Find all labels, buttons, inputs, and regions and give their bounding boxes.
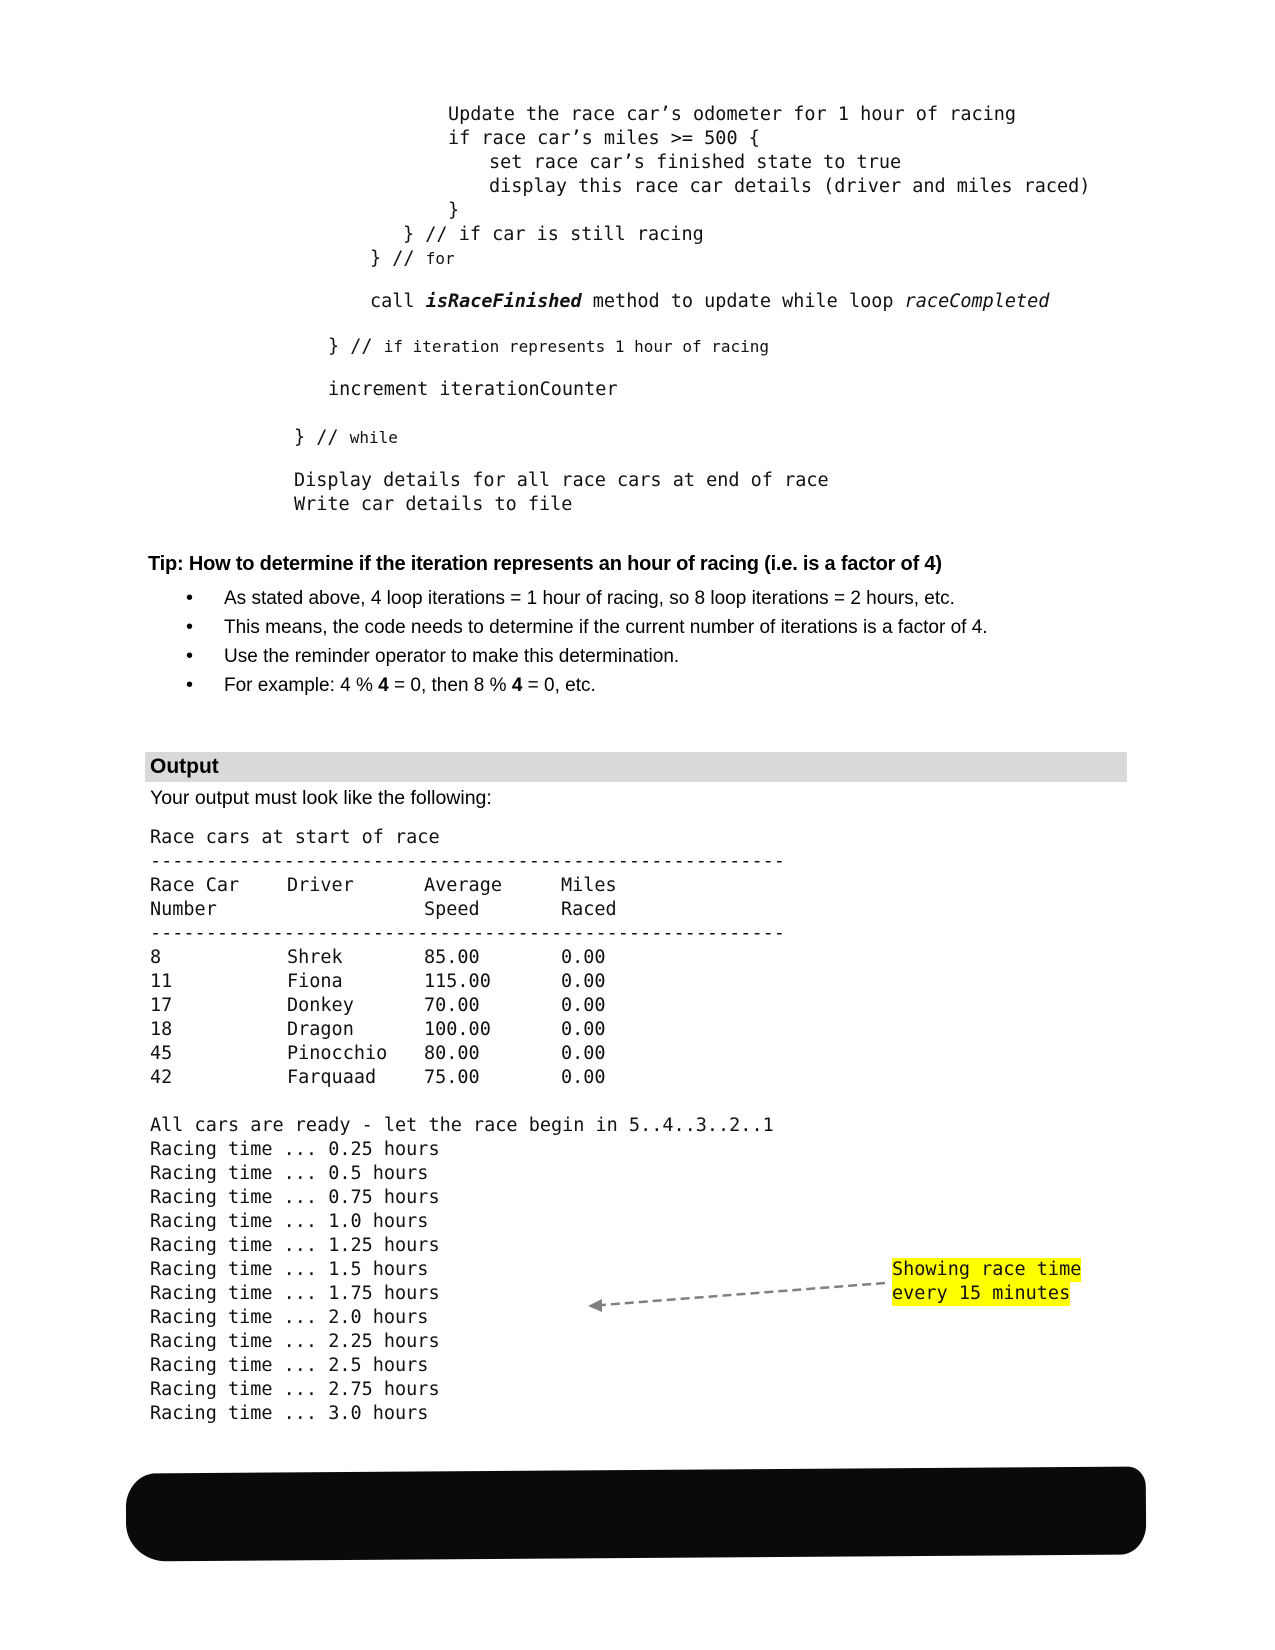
code-line: }	[448, 200, 460, 221]
code-method-name: isRaceFinished	[425, 291, 582, 312]
cell-speed: 80.00	[424, 1043, 480, 1064]
code-line: Write car details to file	[294, 494, 573, 515]
output-subtitle: Your output must look like the following:	[150, 787, 492, 809]
cell-miles: 0.00	[561, 995, 606, 1016]
cell-car-number: 45	[150, 1043, 173, 1064]
example-mid: = 0, then 8 %	[388, 675, 512, 696]
code-call-mid: method to update while loop	[581, 291, 905, 312]
column-header: Driver	[287, 875, 354, 896]
code-variable-name: raceCompleted	[904, 291, 1050, 312]
tip-bullet: • As stated above, 4 loop iterations = 1 hour of racing, so 8 loop iterations = 2 hours, etc.	[180, 584, 988, 613]
annotation-callout: every 15 minutes	[892, 1283, 1071, 1304]
code-comment: while	[349, 428, 398, 447]
table-row	[150, 946, 606, 970]
pseudocode-block	[0, 0, 1275, 515]
racing-time-line: Racing time ... 0.5 hours	[150, 1163, 429, 1184]
arrow-head-icon	[588, 1299, 602, 1312]
table-row	[150, 1018, 606, 1042]
example-suffix: = 0, etc.	[522, 675, 596, 696]
cell-driver: Pinocchio	[287, 1043, 388, 1064]
cell-miles: 0.00	[561, 971, 606, 992]
racing-time-line: Racing time ... 1.5 hours	[150, 1259, 429, 1280]
start-title: Race cars at start of race	[150, 827, 440, 848]
table-header-row	[150, 898, 617, 922]
example-prefix: For example: 4 %	[224, 675, 379, 696]
tip-bullet-list	[180, 584, 988, 700]
arrow-shaft	[602, 1283, 885, 1305]
tip-heading: Tip: How to determine if the iteration represents an hour of racing (i.e. is a factor of 4)	[148, 553, 942, 575]
table-row	[150, 1066, 606, 1090]
cell-miles: 0.00	[561, 1043, 606, 1064]
cell-miles: 0.00	[561, 947, 606, 968]
example-bold: 4	[511, 675, 523, 696]
cell-car-number: 42	[150, 1067, 173, 1088]
tip-bullet: • This means, the code needs to determine if the current number of iterations is a factor of 4.	[180, 613, 988, 642]
code-line: } // if car is still racing	[403, 224, 704, 245]
output-heading-bar	[145, 752, 1127, 782]
example-bold: 4	[378, 675, 389, 696]
cell-speed: 85.00	[424, 947, 480, 968]
column-header: Raced	[561, 899, 617, 920]
cell-car-number: 18	[150, 1019, 173, 1040]
racing-time-line: Racing time ... 2.5 hours	[150, 1355, 429, 1376]
annotation-arrow	[580, 1275, 890, 1315]
annotation-callout: Showing race time	[892, 1259, 1082, 1280]
column-header: Speed	[424, 899, 480, 920]
cell-driver: Donkey	[287, 995, 354, 1016]
cell-driver: Farquaad	[287, 1067, 377, 1088]
ready-line: All cars are ready - let the race begin in 5..4..3..2..1	[150, 1115, 774, 1136]
cell-miles: 0.00	[561, 1067, 606, 1088]
code-line: if race car’s miles >= 500 {	[448, 128, 760, 149]
code-line: Display details for all race cars at end of race	[294, 470, 829, 491]
cell-miles: 0.00	[561, 1019, 606, 1040]
racing-time-line: Racing time ... 0.75 hours	[150, 1187, 440, 1208]
redaction-marker	[126, 1466, 1147, 1561]
code-line: display this race car details (driver and miles raced)	[489, 176, 1091, 197]
column-header: Average	[424, 875, 502, 896]
column-header: Number	[150, 899, 217, 920]
cell-driver: Fiona	[287, 971, 343, 992]
racing-time-line: Racing time ... 2.0 hours	[150, 1307, 429, 1328]
code-line: set race car’s finished state to true	[489, 152, 902, 173]
code-brace: } //	[328, 336, 373, 357]
table-row	[150, 1042, 606, 1066]
racing-time-line: Racing time ... 3.0 hours	[150, 1403, 429, 1424]
separator-line: ---------------------------------------------------------	[150, 923, 785, 944]
cell-speed: 100.00	[424, 1019, 491, 1040]
cell-speed: 70.00	[424, 995, 480, 1016]
output-heading: Output	[150, 755, 219, 778]
racing-time-line: Racing time ... 1.0 hours	[150, 1211, 429, 1232]
tip-bullet: • Use the reminder operator to make this determination.	[180, 642, 988, 671]
code-line	[370, 290, 1049, 314]
code-line	[370, 247, 455, 271]
cell-speed: 75.00	[424, 1067, 480, 1088]
code-call: call	[370, 291, 426, 312]
code-brace: } //	[294, 427, 339, 448]
cell-car-number: 8	[150, 947, 162, 968]
code-brace: } //	[370, 248, 415, 269]
code-line: increment iterationCounter	[328, 379, 618, 400]
column-header: Race Car	[150, 875, 240, 896]
table-header-row	[150, 874, 617, 898]
racing-time-line: Racing time ... 1.25 hours	[150, 1235, 440, 1256]
code-line	[328, 335, 769, 359]
racing-time-line: Racing time ... 0.25 hours	[150, 1139, 440, 1160]
cell-car-number: 11	[150, 971, 173, 992]
racing-time-line: Racing time ... 2.25 hours	[150, 1331, 440, 1352]
code-comment: for	[425, 249, 455, 268]
racing-time-line: Racing time ... 1.75 hours	[150, 1283, 440, 1304]
code-line: Update the race car’s odometer for 1 hour of racing	[448, 104, 1017, 125]
cell-driver: Shrek	[287, 947, 343, 968]
cell-driver: Dragon	[287, 1019, 354, 1040]
cell-speed: 115.00	[424, 971, 491, 992]
code-line	[294, 426, 398, 450]
cell-car-number: 17	[150, 995, 173, 1016]
racing-time-line: Racing time ... 2.75 hours	[150, 1379, 440, 1400]
column-header: Miles	[561, 875, 617, 896]
table-row	[150, 994, 606, 1018]
code-comment: if iteration represents 1 hour of racing	[383, 337, 770, 356]
table-row	[150, 970, 606, 994]
tip-bullet-example	[180, 671, 988, 700]
separator-line: ---------------------------------------------------------	[150, 851, 785, 872]
